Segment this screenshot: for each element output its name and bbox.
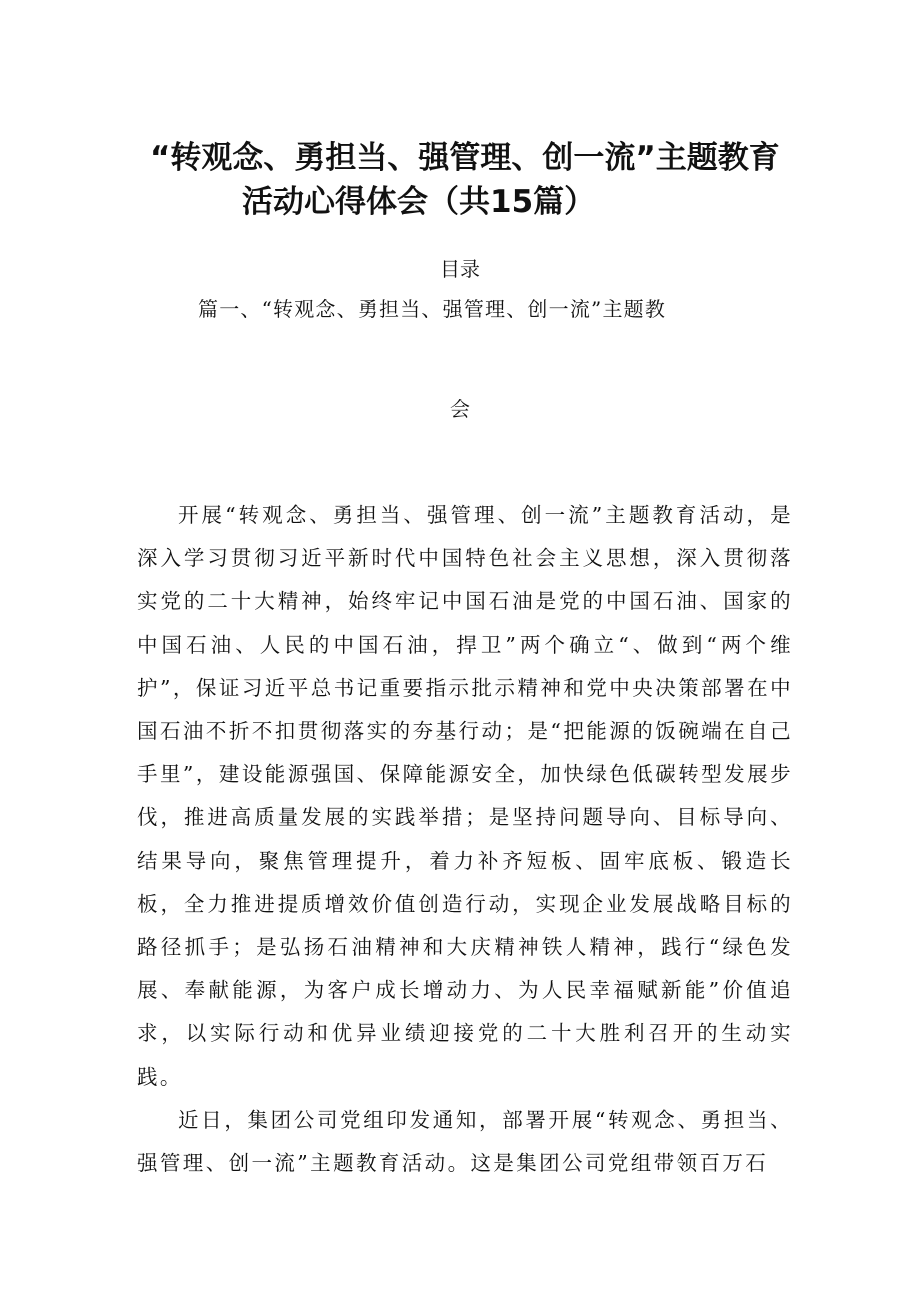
document-title <box>140 136 800 224</box>
title-line-2: 活动心得体会（共15篇） <box>242 184 596 220</box>
toc-item-1: 篇一、“转观念、勇担当、强管理、创一流”主题教 <box>198 297 667 321</box>
paragraph-2: 近日，集团公司党组印发通知，部署开展“转观念、勇担当、强管理、创一流”主题教育活动。这是集团公司党组带领百万石 <box>137 1107 793 1176</box>
title-line-1: “转观念、勇担当、强管理、创一流”主题教育 <box>150 140 780 176</box>
body-text <box>137 494 793 1185</box>
toc-heading: 目录 <box>440 257 480 281</box>
paragraph-1: 开展“转观念、勇担当、强管理、创一流”主题教育活动，是深入学习贯彻习近平新时代中国特色社会主义思想，深入贯彻落实党的二十大精神，始终牢记中国石油是党的中国石油、国家的中国石油、人民的中国石油，捍卫”两个确立“、做到“两个维护”，保证习近平总书记重要指示批示精神和党中央决策部署在中国石油不折不扣贯彻落实的夯基行动；是“把能源的饭碗端在自己手里”，建设能源强国、保障能源安全，加快绿色低碳转型发展步伐，推进高质量发展的实践举措；是坚持问题导向、目标导向、结果导向，聚焦管理提升，着力补齐短板、固牢底板、锻造长板，全力推进提质增效价值创造行动，实现企业发展战略目标的路径抓手；是弘扬石油精神和大庆精神铁人精神，践行“绿色发展、奉献能源，为客户成长增动力、为人民幸福赋新能”价值追求，以实际行动和优异业绩迎接党的二十大胜利召开的生动实践。 <box>137 503 793 1089</box>
toc-item-1-continuation: 会 <box>450 397 470 421</box>
